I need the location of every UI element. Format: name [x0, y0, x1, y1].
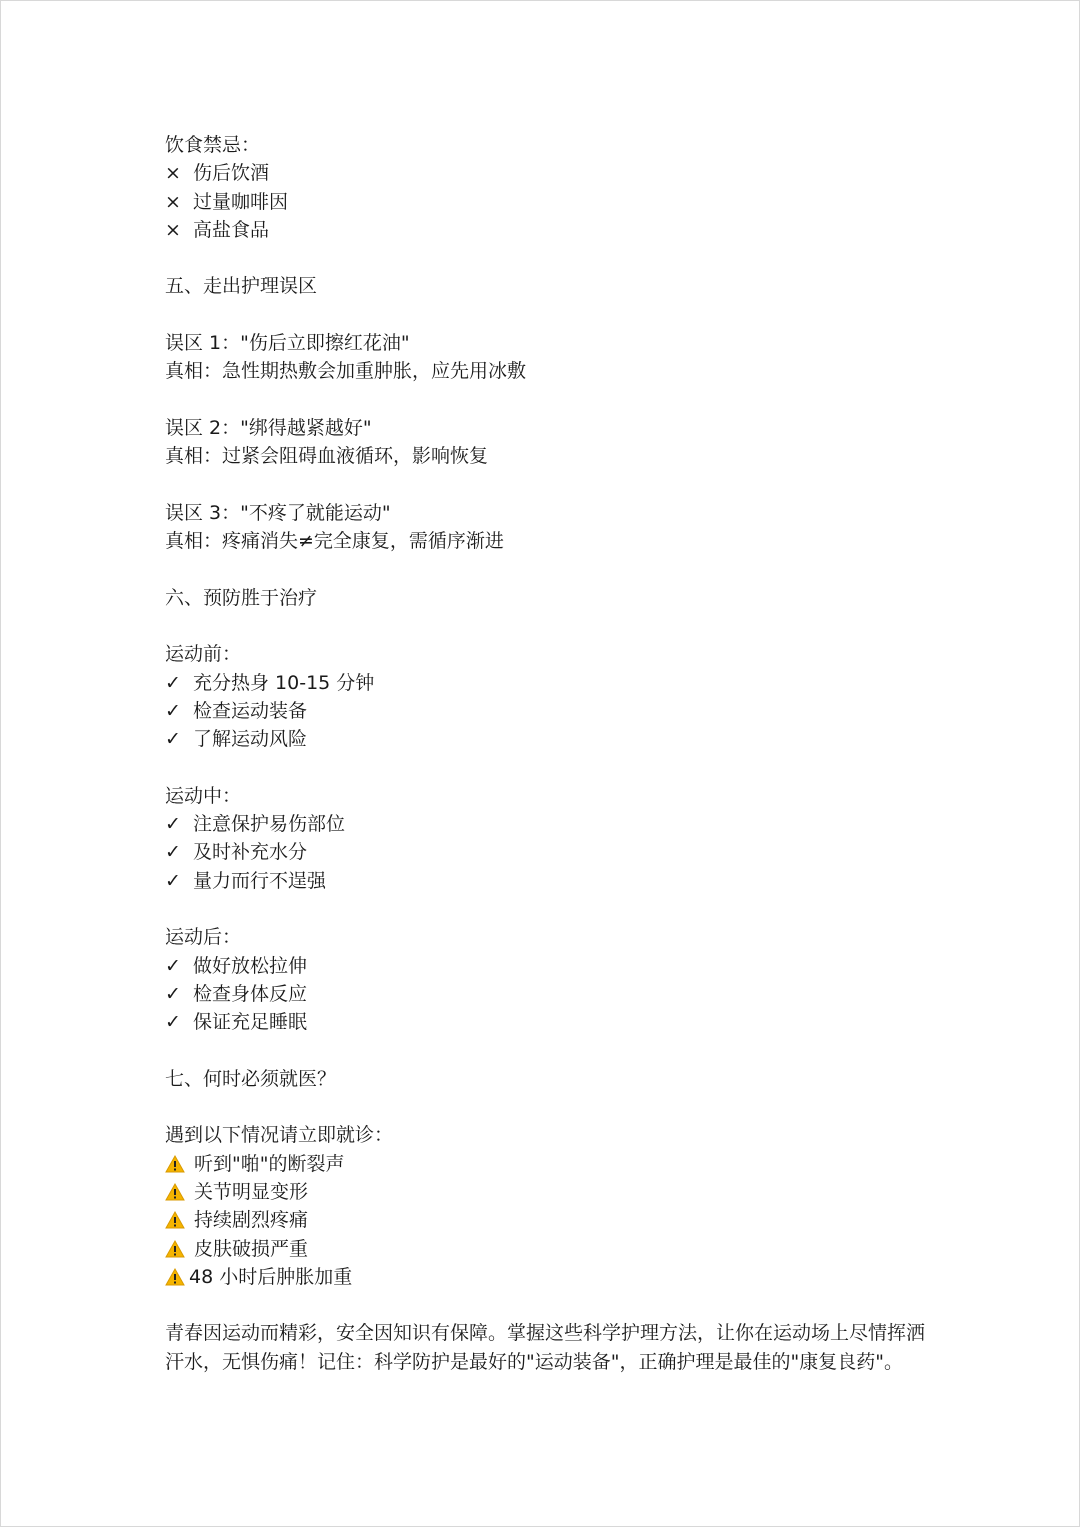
- group-title: 运动中：: [165, 784, 242, 807]
- myth-line: 误区 2："绑得越紧越好": [165, 416, 372, 439]
- list-item: 关节明显变形: [165, 1178, 925, 1206]
- warning-icon: [165, 1155, 185, 1173]
- list-item: ✓ 检查身体反应: [165, 980, 925, 1008]
- group-title: 运动后：: [165, 926, 242, 949]
- cross-icon: ×: [165, 218, 181, 241]
- section-heading: 七、何时必须就医？: [165, 1067, 337, 1090]
- check-icon: ✓: [165, 841, 181, 864]
- check-icon: ✓: [165, 1011, 181, 1034]
- list-item: 持续剧烈疼痛: [165, 1206, 925, 1234]
- check-icon: ✓: [165, 954, 181, 977]
- list-item: 皮肤破损严重: [165, 1235, 925, 1263]
- list-item: ✓ 保证充足睡眠: [165, 1008, 925, 1036]
- list-item: ✓ 充分热身 10-15 分钟: [165, 669, 925, 697]
- list-item: × 高盐食品: [165, 216, 925, 244]
- check-icon: ✓: [165, 869, 181, 892]
- myth-line: 误区 3："不疼了就能运动": [165, 501, 391, 524]
- section-intro: 遇到以下情况请立即就诊：: [165, 1124, 394, 1147]
- list-item: ✓ 做好放松拉伸: [165, 952, 925, 980]
- check-icon: ✓: [165, 982, 181, 1005]
- warning-icon: [165, 1211, 185, 1229]
- section-heading: 六、预防胜于治疗: [165, 586, 318, 609]
- list-item: × 伤后饮酒: [165, 159, 925, 187]
- list-item: ✓ 检查运动装备: [165, 697, 925, 725]
- list-item: × 过量咖啡因: [165, 188, 925, 216]
- truth-line: 真相：疼痛消失≠完全康复，需循序渐进: [165, 530, 504, 553]
- list-item: ✓ 注意保护易伤部位: [165, 810, 925, 838]
- myth-line: 误区 1："伤后立即擦红花油": [165, 332, 410, 355]
- section-heading: 五、走出护理误区: [165, 275, 318, 298]
- closing-paragraph: 青春因运动而精彩，安全因知识有保障。掌握这些科学护理方法，让你在运动场上尽情挥洒汗水，无惧伤痛！记住：科学防护是最好的"运动装备"，正确护理是最佳的"康复良药"。: [165, 1322, 926, 1373]
- truth-line: 真相：急性期热敷会加重肿胀，应先用冰敷: [165, 360, 527, 383]
- group-title: 运动前：: [165, 643, 242, 666]
- cross-icon: ×: [165, 162, 181, 185]
- check-icon: ✓: [165, 699, 181, 722]
- check-icon: ✓: [165, 813, 181, 836]
- list-item: 听到"啪"的断裂声: [165, 1150, 925, 1178]
- check-icon: ✓: [165, 671, 181, 694]
- cross-icon: ×: [165, 190, 181, 213]
- list-item: 48 小时后肿胀加重: [165, 1263, 925, 1291]
- list-item: ✓ 了解运动风险: [165, 725, 925, 753]
- diet-heading: 饮食禁忌：: [165, 134, 261, 156]
- list-item: ✓ 及时补充水分: [165, 838, 925, 866]
- check-icon: ✓: [165, 728, 181, 751]
- warning-icon: [165, 1240, 185, 1258]
- document-body: [165, 131, 925, 1376]
- warning-icon: [165, 1183, 185, 1201]
- warning-icon: [165, 1268, 185, 1286]
- truth-line: 真相：过紧会阻碍血液循环，影响恢复: [165, 445, 489, 468]
- list-item: ✓ 量力而行不逞强: [165, 867, 925, 895]
